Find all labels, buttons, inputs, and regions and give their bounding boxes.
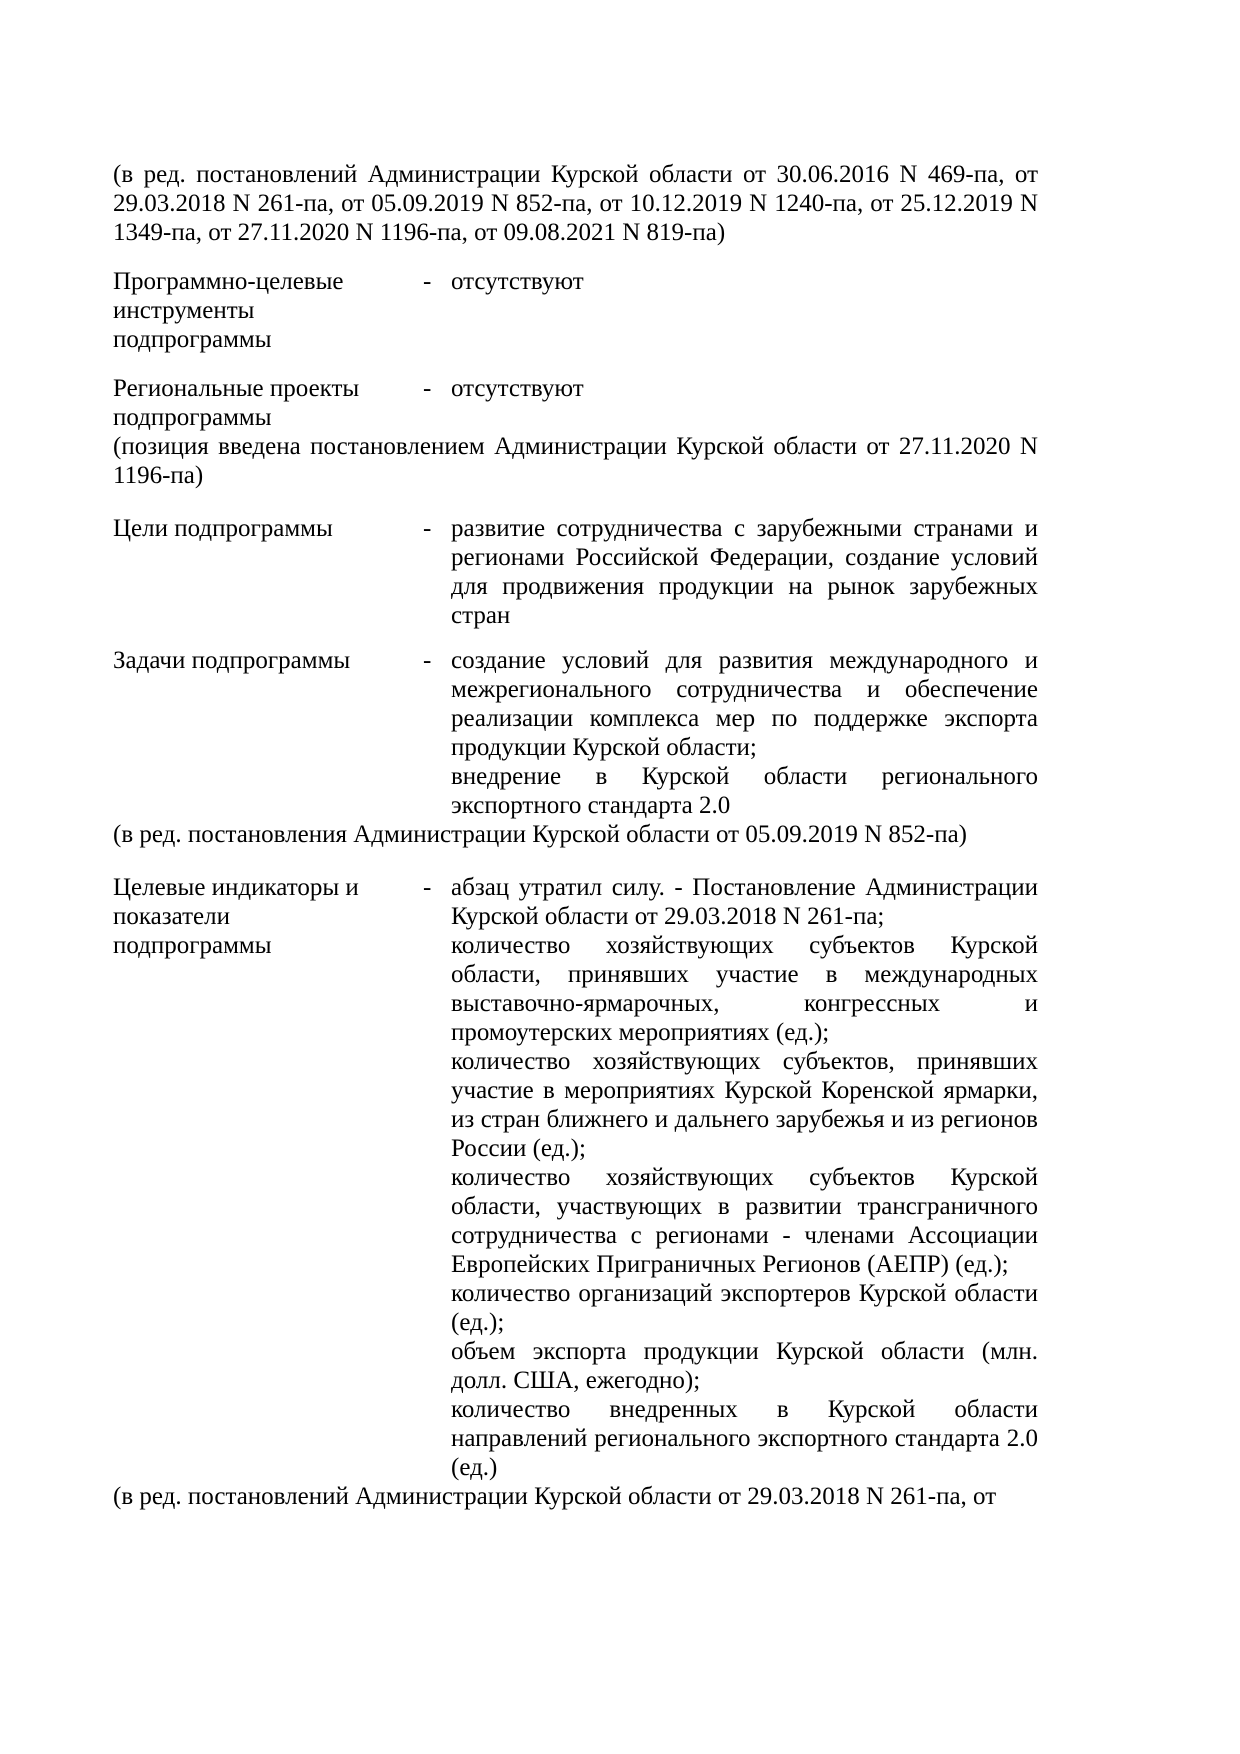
field-value-paragraph: развитие сотрудничества с зарубежными странами и регионами Российской Федерации, создание условий для продвижения продукции на рынок зарубежных стран <box>451 515 1038 629</box>
field-row-goals <box>113 514 1038 630</box>
field-value <box>451 374 1038 403</box>
amendment-note-261-partial: (в ред. постановлений Администрации Курской области от 29.03.2018 N 261-па, от <box>113 1483 997 1510</box>
field-row-target-indicators <box>113 873 1038 1482</box>
field-value-paragraph: количество хозяйствующих субъектов, принявших участие в мероприятиях Курской Коренской ярмарки, из стран ближнего и дальнего зарубежья и из регионов России (ед.); <box>451 1048 1038 1162</box>
field-value <box>451 646 1038 820</box>
amendment-note-852: (в ред. постановления Администрации Курской области от 05.09.2019 N 852-па) <box>113 821 968 848</box>
field-value-paragraph: отсутствуют <box>451 375 584 402</box>
field-value-paragraph: абзац утратил силу. - Постановление Администрации Курской области от 29.03.2018 N 261-па; <box>451 874 1038 930</box>
field-dash: - <box>423 515 432 542</box>
field-value-paragraph: количество организаций экспортеров Курской области (ед.); <box>451 1280 1038 1336</box>
field-row-tasks <box>113 646 1038 820</box>
field-value-paragraph: отсутствуют <box>451 268 584 295</box>
field-label: Целевые индикаторы и показатели подпрограммы <box>113 874 359 959</box>
field-row-regional-projects <box>113 374 1038 432</box>
field-value-paragraph: создание условий для развития международного и межрегионального сотрудничества и обеспечение реализации комплекса мер по поддержке экспорта продукции Курской области; <box>451 647 1038 761</box>
field-value-paragraph: объем экспорта продукции Курской области (млн. долл. США, ежегодно); <box>451 1338 1038 1394</box>
field-row-program-target-tools <box>113 267 1038 354</box>
amendment-note-position-added: (позиция введена постановлением Администрации Курской области от 27.11.2020 N 1196-па) <box>113 433 1038 489</box>
field-label: Программно-целевые инструменты подпрограммы <box>113 268 344 353</box>
field-label: Цели подпрограммы <box>113 515 333 542</box>
field-value <box>451 267 1038 296</box>
field-value-paragraph: внедрение в Курской области регионального экспортного стандарта 2.0 <box>451 763 1038 819</box>
field-value <box>451 514 1038 630</box>
field-value <box>451 873 1038 1482</box>
field-dash: - <box>423 647 432 674</box>
amendment-note-intro: (в ред. постановлений Администрации Курской области от 30.06.2016 N 469-па, от 29.03.2018 N 261-па, от 05.09.2019 N 852-па, от 10.12.2019 N 1240-па, от 25.12.2019 N 1349-па, от 27.11.2020 N 1196-па, от 09.08.2021 N 819-па) <box>113 161 1038 246</box>
field-value-paragraph: количество хозяйствующих субъектов Курской области, принявших участие в международных выставочно-ярмарочных, конгрессных и промоутерских мероприятиях (ед.); <box>451 932 1038 1046</box>
field-dash: - <box>423 375 432 402</box>
field-value-paragraph: количество внедренных в Курской области направлений регионального экспортного стандарта 2.0 (ед.) <box>451 1396 1038 1481</box>
field-dash: - <box>423 874 432 901</box>
field-label: Задачи подпрограммы <box>113 647 351 674</box>
field-value-paragraph: количество хозяйствующих субъектов Курской области, участвующих в развитии трансграничного сотрудничества с регионами - членами Ассоциации Европейских Приграничных Регионов (АЕПР) (ед.); <box>451 1164 1038 1278</box>
field-label: Региональные проекты подпрограммы <box>113 375 360 431</box>
field-dash: - <box>423 268 432 295</box>
